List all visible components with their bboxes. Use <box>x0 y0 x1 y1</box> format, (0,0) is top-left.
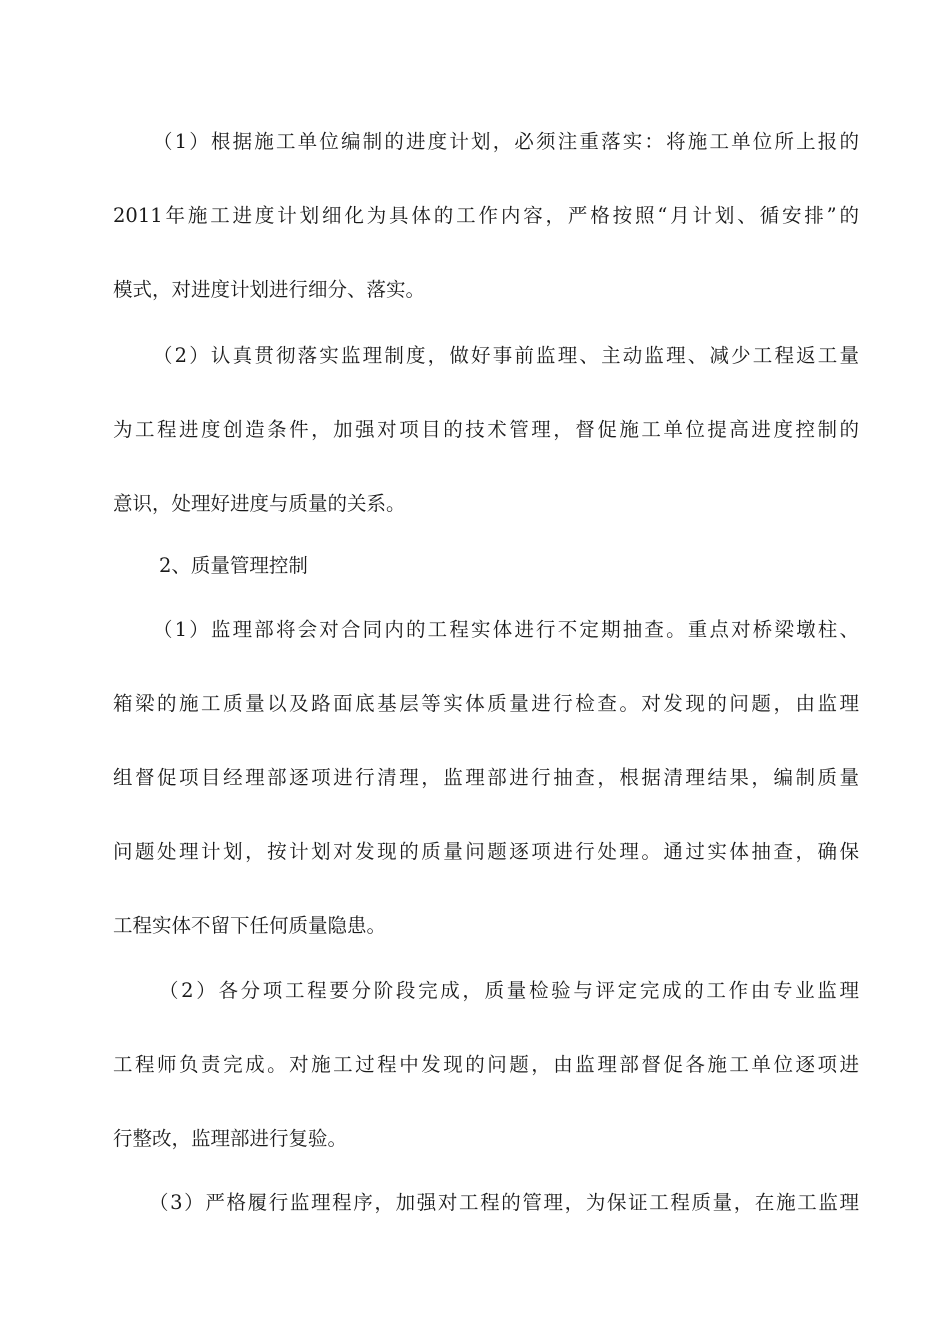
paragraph-1-line-1: （1）根据施工单位编制的进度计划，必须注重落实：将施工单位所上报的 <box>153 130 859 153</box>
paragraph-4-line-1: （2）各分项工程要分阶段完成，质量检验与评定完成的工作由专业监理 <box>159 979 859 1002</box>
paragraph-1-line-3: 模式，对进度计划进行细分、落实。 <box>113 278 426 301</box>
paragraph-5-line-1: （3）严格履行监理程序，加强对工程的管理，为保证工程质量，在施工监理 <box>149 1191 859 1214</box>
paragraph-3-line-3: 组督促项目经理部逐项进行清理，监理部进行抽查，根据清理结果，编制质量 <box>113 766 859 789</box>
paragraph-2-line-1: （2）认真贯彻落实监理制度，做好事前监理、主动监理、减少工程返工量 <box>153 344 859 367</box>
paragraph-4-line-2: 工程师负责完成。对施工过程中发现的问题，由监理部督促各施工单位逐项进 <box>113 1053 859 1076</box>
paragraph-3-line-4: 问题处理计划，按计划对发现的质量问题逐项进行处理。通过实体抽查，确保 <box>113 840 859 863</box>
section-heading: 2、质量管理控制 <box>159 554 308 577</box>
paragraph-2-line-2: 为工程进度创造条件，加强对项目的技术管理，督促施工单位提高进度控制的 <box>113 418 859 441</box>
paragraph-2-line-3: 意识，处理好进度与质量的关系。 <box>113 492 406 515</box>
paragraph-3-line-5: 工程实体不留下任何质量隐患。 <box>113 914 387 937</box>
paragraph-1-line-2: 2011年施工进度计划细化为具体的工作内容，严格按照“月计划、循安排”的 <box>113 204 859 227</box>
paragraph-3-line-1: （1）监理部将会对合同内的工程实体进行不定期抽查。重点对桥梁墩柱、 <box>153 618 859 641</box>
paragraph-3-line-2: 箱梁的施工质量以及路面底基层等实体质量进行检查。对发现的问题，由监理 <box>113 692 859 715</box>
paragraph-4-line-3: 行整改，监理部进行复验。 <box>113 1127 348 1150</box>
